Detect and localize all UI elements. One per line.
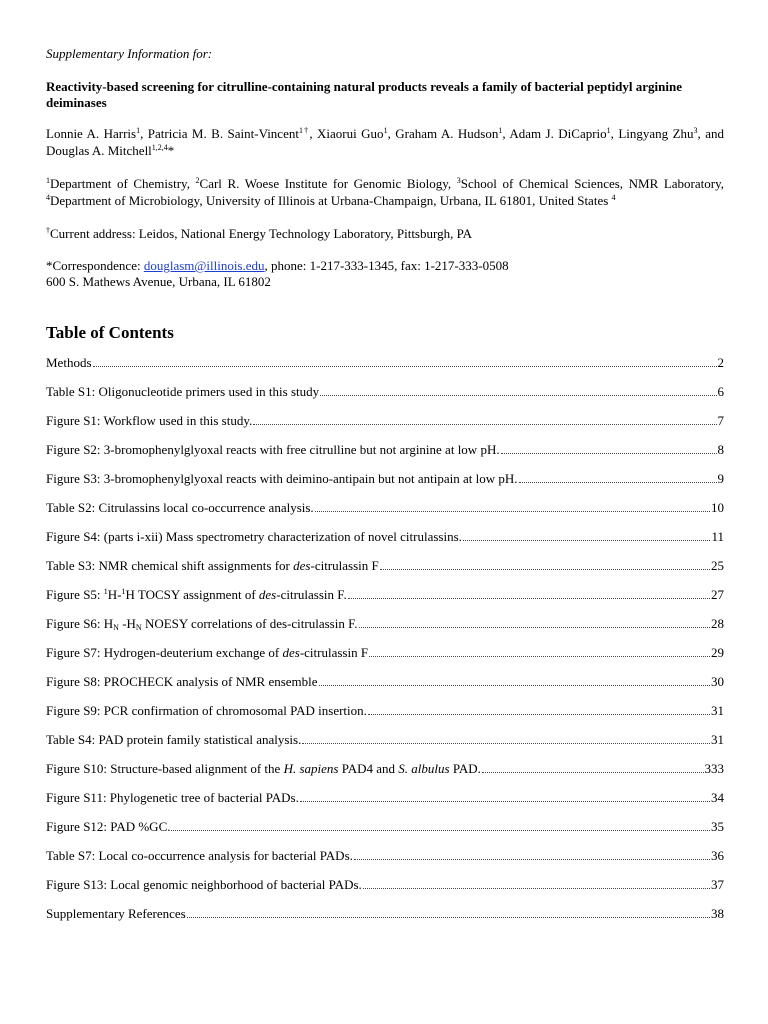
toc-entry-table-s1[interactable]: Table S1: Oligonucleotide primers used in this study 6 bbox=[46, 384, 724, 399]
toc-entry-figure-s4[interactable]: Figure S4: (parts i-xii) Mass spectrometry characterization of novel citrulassins. 11 bbox=[46, 529, 724, 544]
toc-entry-figure-s9[interactable]: Figure S9: PCR confirmation of chromosomal PAD insertion. 31 bbox=[46, 703, 724, 718]
toc-entry-figure-s12[interactable]: Figure S12: PAD %GC. 35 bbox=[46, 819, 724, 834]
current-address: †Current address: Leidos, National Energy Technology Laboratory, Pittsburgh, PA bbox=[46, 226, 473, 241]
author-list: Lonnie A. Harris$^1$, Patricia M. B. Saint-Vincent$^{1\dagger}$, Xiaorui Guo$^1$, Graham A. Hudson$^1$, Adam J. DiCaprio$^1$, Lingyang Zhu$^3$, and Douglas A. Mitchell$^{1,2,4}$* bbox=[46, 126, 725, 158]
toc-entry-references[interactable]: Supplementary References 38 bbox=[46, 906, 724, 921]
toc-entry-figure-s7[interactable]: Figure S7: Hydrogen-deuterium exchange of des-citrulassin F 29 bbox=[46, 645, 724, 660]
toc-entry-table-s3[interactable]: Table S3: NMR chemical shift assignments for des-citrulassin F 25 bbox=[46, 558, 724, 573]
toc-entry-figure-s5[interactable]: Figure S5: $^1$H-$^1$H TOCSY assignment of des-citrulassin F. 27 bbox=[46, 587, 724, 602]
toc-entry-figure-s6[interactable]: Figure S6: $H_N$ $-H_N$ NOESY correlations of des-citrulassin F. 28 bbox=[46, 616, 724, 632]
toc-entry-figure-s3[interactable]: Figure S3: 3-bromophenylglyoxal reacts with deimino-antipain but not antipain at low pH. 9 bbox=[46, 471, 724, 486]
table-of-contents bbox=[46, 355, 724, 935]
toc-entry-figure-s1[interactable]: Figure S1: Workflow used in this study. 7 bbox=[46, 413, 724, 428]
toc-entry-figure-s13[interactable]: Figure S13: Local genomic neighborhood of bacterial PADs. 37 bbox=[46, 877, 724, 892]
supplementary-label: Supplementary Information for: bbox=[46, 46, 213, 61]
toc-entry-table-s4[interactable]: Table S4: PAD protein family statistical analysis. 31 bbox=[46, 732, 724, 747]
toc-entry-table-s2[interactable]: Table S2: Citrulassins local co-occurrence analysis. 10 bbox=[46, 500, 724, 515]
email-link[interactable]: douglasm@illinois.edu bbox=[143, 258, 265, 273]
toc-entry-methods[interactable]: Methods 2 bbox=[46, 355, 724, 370]
toc-entry-figure-s2[interactable]: Figure S2: 3-bromophenylglyoxal reacts with free citrulline but not arginine at low pH. 8 bbox=[46, 442, 724, 457]
toc-entry-figure-s11[interactable]: Figure S11: Phylogenetic tree of bacterial PADs. 34 bbox=[46, 790, 724, 805]
toc-entry-figure-s8[interactable]: Figure S8: PROCHECK analysis of NMR ensemble 30 bbox=[46, 674, 724, 689]
toc-heading: Table of Contents bbox=[46, 323, 174, 342]
toc-entry-table-s7[interactable]: Table S7: Local co-occurrence analysis for bacterial PADs. 36 bbox=[46, 848, 724, 863]
paper-title: Reactivity-based screening for citrulline-containing natural products reveals a family of bacterial peptidyl arginine deiminases bbox=[46, 79, 682, 110]
mailing-address: 600 S. Mathews Avenue, Urbana, IL 61802 bbox=[46, 274, 271, 289]
toc-entry-figure-s10[interactable]: Figure S10: Structure-based alignment of the H. sapiens PAD4 and S. albulus PAD. 333 bbox=[46, 761, 724, 776]
affiliations: $^1$Department of Chemistry, $^2$Carl R. Woese Institute for Genomic Biology, $^3$School of Chemical Sciences, NMR Laboratory, $^4$Department of Microbiology, University of Illinois at Urbana-Champaign, Urbana, IL 61801, United States $^4$ bbox=[46, 176, 724, 208]
correspondence: *Correspondence: douglasm@illinois.edu, phone: 1-217-333-1345, fax: 1-217-333-0508 600 S. Mathews Avenue, Urbana, IL 61802 bbox=[46, 258, 724, 290]
